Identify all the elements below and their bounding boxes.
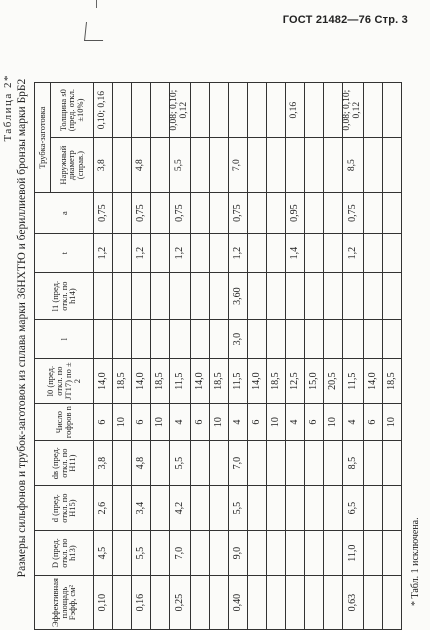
table-cell-dv <box>209 441 228 486</box>
rotated-content <box>0 30 430 630</box>
table-cell-d: 6,5 <box>342 486 363 531</box>
table-cell-F <box>323 576 342 630</box>
table-cell-l1 <box>247 273 266 320</box>
table-cell-D <box>209 531 228 576</box>
table-cell-dv <box>151 441 170 486</box>
table-cell-od <box>113 138 132 193</box>
scan-mark <box>96 0 97 8</box>
table-cell-l <box>170 320 191 359</box>
table-cell-F <box>363 576 382 630</box>
table-cell-D <box>266 531 285 576</box>
table-cell-F: 0,25 <box>170 576 191 630</box>
table-row <box>170 83 191 630</box>
table-cell-od: 8,5 <box>342 138 363 193</box>
table-row <box>363 83 382 630</box>
table-cell-s: 0,08; 0,10; 0,12 <box>342 83 363 138</box>
table-cell-n: 6 <box>304 404 323 441</box>
table-cell-n: 10 <box>382 404 401 441</box>
table-cell-n: 6 <box>190 404 209 441</box>
table-cell-d <box>247 486 266 531</box>
table-cell-D: 4,5 <box>94 531 113 576</box>
table-cell-t <box>382 234 401 273</box>
table-cell-F: 0,16 <box>132 576 151 630</box>
table-cell-od: 3,8 <box>94 138 113 193</box>
header-thickness: Толщина s0 (пред. откл. ±10%) <box>50 83 93 138</box>
table-cell-t <box>151 234 170 273</box>
header-effective-area: Эффективная площадь Fэфф, см² <box>35 576 94 630</box>
header-dv: dв (пред. откл. по H11) <box>35 441 94 486</box>
table-row <box>94 83 113 630</box>
table-cell-a <box>209 193 228 234</box>
table-row <box>323 83 342 630</box>
table-cell-dv <box>266 441 285 486</box>
table-cell-n: 4 <box>342 404 363 441</box>
table-cell-s <box>323 83 342 138</box>
table-cell-l <box>363 320 382 359</box>
table-cell-l0: 15,0 <box>304 359 323 404</box>
table-row <box>113 83 132 630</box>
table-cell-l <box>382 320 401 359</box>
table-cell-l1 <box>94 273 113 320</box>
table-cell-d <box>113 486 132 531</box>
table-cell-n: 6 <box>94 404 113 441</box>
table-cell-l <box>342 320 363 359</box>
table-cell-D: 7,0 <box>170 531 191 576</box>
table-cell-od <box>209 138 228 193</box>
data-table <box>34 82 402 630</box>
table-row <box>228 83 247 630</box>
table-cell-D <box>247 531 266 576</box>
table-cell-n: 10 <box>209 404 228 441</box>
table-cell-l0: 14,0 <box>94 359 113 404</box>
table-cell-l1 <box>266 273 285 320</box>
table-cell-D <box>363 531 382 576</box>
table-cell-s: 0,08; 0,10; 0,12 <box>170 83 191 138</box>
table-cell-a: 0,75 <box>94 193 113 234</box>
table-cell-a: 0,75 <box>132 193 151 234</box>
table-cell-od <box>304 138 323 193</box>
table-title: Размеры сильфонов и трубок-заготовок из сплава марки 36НХТЮ и бериллиевой бронзы марки БрБ2 <box>16 78 28 578</box>
table-cell-t: 1,2 <box>342 234 363 273</box>
table-cell-t: 1,2 <box>228 234 247 273</box>
table-cell-l0: 14,0 <box>247 359 266 404</box>
table-cell-s <box>228 83 247 138</box>
table-cell-s: 0,16 <box>285 83 304 138</box>
table-cell-s <box>247 83 266 138</box>
table-row <box>266 83 285 630</box>
table-cell-l1 <box>382 273 401 320</box>
table-cell-t <box>266 234 285 273</box>
table-cell-F <box>382 576 401 630</box>
table-cell-t <box>190 234 209 273</box>
table-cell-dv <box>363 441 382 486</box>
table-cell-l <box>304 320 323 359</box>
table-cell-F <box>190 576 209 630</box>
table-cell-n: 4 <box>228 404 247 441</box>
header-t: t <box>35 234 94 273</box>
table-cell-od <box>363 138 382 193</box>
table-cell-l <box>190 320 209 359</box>
table-cell-D <box>382 531 401 576</box>
table-cell-l1 <box>363 273 382 320</box>
table-cell-a <box>190 193 209 234</box>
table-cell-n: 10 <box>113 404 132 441</box>
header-l1: l1 (пред. откл. по h14) <box>35 273 94 320</box>
table-cell-l1 <box>342 273 363 320</box>
table-cell-l1 <box>170 273 191 320</box>
table-cell-a <box>304 193 323 234</box>
table-cell-od <box>285 138 304 193</box>
table-cell-n: 4 <box>285 404 304 441</box>
table-cell-l: 3,0 <box>228 320 247 359</box>
table-cell-d: 2,6 <box>94 486 113 531</box>
table-cell-dv: 5,5 <box>170 441 191 486</box>
table-cell-l1: 3,60 <box>228 273 247 320</box>
table-cell-l1 <box>190 273 209 320</box>
table-cell-l0: 18,5 <box>382 359 401 404</box>
table-cell-s <box>304 83 323 138</box>
table-cell-l0: 18,5 <box>266 359 285 404</box>
table-cell-dv: 4,8 <box>132 441 151 486</box>
table-cell-n: 6 <box>247 404 266 441</box>
table-cell-t: 1,4 <box>285 234 304 273</box>
table-cell-a <box>382 193 401 234</box>
table-cell-d <box>363 486 382 531</box>
table-cell-dv <box>247 441 266 486</box>
table-cell-F: 0,63 <box>342 576 363 630</box>
header-l0: l0 (пред. откл. по JT17) по ± 2 <box>35 359 94 404</box>
table-cell-d <box>266 486 285 531</box>
table-cell-l0: 11,5 <box>170 359 191 404</box>
table-cell-l0: 14,0 <box>132 359 151 404</box>
table-cell-s <box>151 83 170 138</box>
table-cell-l0: 11,5 <box>342 359 363 404</box>
table-cell-s: 0,10; 0,16 <box>94 83 113 138</box>
table-cell-a: 0,75 <box>170 193 191 234</box>
table-cell-t: 1,2 <box>94 234 113 273</box>
table-container <box>34 30 402 630</box>
table-cell-a: 0,95 <box>285 193 304 234</box>
table-cell-l1 <box>285 273 304 320</box>
table-cell-l <box>209 320 228 359</box>
table-cell-s <box>113 83 132 138</box>
table-row <box>285 83 304 630</box>
table-row <box>209 83 228 630</box>
table-cell-D: 11,0 <box>342 531 363 576</box>
header-D: D (пред. откл. по h13) <box>35 531 94 576</box>
page-header: ГОСТ 21482—76 Стр. 3 <box>282 14 408 26</box>
table-cell-dv <box>323 441 342 486</box>
table-cell-d <box>323 486 342 531</box>
table-cell-dv: 8,5 <box>342 441 363 486</box>
table-cell-d <box>304 486 323 531</box>
table-cell-l <box>323 320 342 359</box>
table-cell-t <box>209 234 228 273</box>
table-cell-d: 5,5 <box>228 486 247 531</box>
table-cell-s <box>190 83 209 138</box>
table-cell-l0: 12,5 <box>285 359 304 404</box>
table-cell-l0: 18,5 <box>113 359 132 404</box>
table-cell-od: 4,8 <box>132 138 151 193</box>
table-cell-l0: 18,5 <box>209 359 228 404</box>
table-cell-d <box>151 486 170 531</box>
table-cell-F <box>304 576 323 630</box>
table-cell-D <box>304 531 323 576</box>
table-cell-dv: 7,0 <box>228 441 247 486</box>
table-cell-n: 10 <box>266 404 285 441</box>
table-cell-t: 1,2 <box>132 234 151 273</box>
table-cell-d: 4,2 <box>170 486 191 531</box>
table-cell-F <box>285 576 304 630</box>
table-cell-od <box>323 138 342 193</box>
header-group: Трубка-заготовка <box>35 83 51 193</box>
table-cell-F: 0,40 <box>228 576 247 630</box>
table-row <box>304 83 323 630</box>
table-cell-l1 <box>113 273 132 320</box>
table-cell-F <box>113 576 132 630</box>
table-cell-F <box>151 576 170 630</box>
header-l: l <box>35 320 94 359</box>
table-cell-s <box>363 83 382 138</box>
table-cell-t <box>323 234 342 273</box>
table-cell-n: 10 <box>323 404 342 441</box>
table-cell-l <box>132 320 151 359</box>
table-cell-t <box>247 234 266 273</box>
header-a: a <box>35 193 94 234</box>
table-cell-t <box>304 234 323 273</box>
table-cell-l0: 14,0 <box>363 359 382 404</box>
table-cell-a <box>266 193 285 234</box>
table-cell-l0: 14,0 <box>190 359 209 404</box>
table-cell-s <box>266 83 285 138</box>
table-cell-dv <box>382 441 401 486</box>
table-cell-a <box>247 193 266 234</box>
table-cell-t: 1,2 <box>170 234 191 273</box>
table-cell-d <box>382 486 401 531</box>
table-cell-D <box>113 531 132 576</box>
table-cell-n: 6 <box>132 404 151 441</box>
table-cell-dv <box>304 441 323 486</box>
table-cell-dv <box>285 441 304 486</box>
table-cell-od <box>382 138 401 193</box>
table-cell-od: 7,0 <box>228 138 247 193</box>
table-cell-a <box>151 193 170 234</box>
table-cell-D: 9,0 <box>228 531 247 576</box>
table-cell-dv: 3,8 <box>94 441 113 486</box>
table-cell-l1 <box>151 273 170 320</box>
table-row <box>247 83 266 630</box>
table-cell-l <box>151 320 170 359</box>
table-cell-s <box>382 83 401 138</box>
table-cell-l1 <box>132 273 151 320</box>
table-cell-l0: 11,5 <box>228 359 247 404</box>
table-cell-s <box>209 83 228 138</box>
table-cell-l1 <box>209 273 228 320</box>
footnote: * Табл. 1 исключена. <box>410 517 421 606</box>
table-cell-d <box>209 486 228 531</box>
table-cell-t <box>113 234 132 273</box>
table-cell-a <box>323 193 342 234</box>
table-cell-od <box>190 138 209 193</box>
header-d: d (пред. откл. по H15) <box>35 486 94 531</box>
table-cell-d <box>285 486 304 531</box>
table-cell-dv <box>113 441 132 486</box>
table-cell-t <box>363 234 382 273</box>
table-cell-F <box>247 576 266 630</box>
table-label: Таблица 2* <box>2 74 14 142</box>
table-cell-l0: 20,5 <box>323 359 342 404</box>
header-outer-diameter: Наружный диаметр (справ.) <box>50 138 93 193</box>
header-n: Число гофров n <box>35 404 94 441</box>
table-cell-D <box>151 531 170 576</box>
table-cell-dv <box>190 441 209 486</box>
table-cell-od: 5,5 <box>170 138 191 193</box>
table-cell-s <box>132 83 151 138</box>
table-cell-d: 3,4 <box>132 486 151 531</box>
table-cell-a: 0,75 <box>228 193 247 234</box>
table-cell-l <box>285 320 304 359</box>
table-cell-F <box>266 576 285 630</box>
table-cell-l1 <box>304 273 323 320</box>
table-cell-n: 4 <box>170 404 191 441</box>
table-cell-n: 6 <box>363 404 382 441</box>
table-cell-a <box>113 193 132 234</box>
table-body <box>94 83 402 630</box>
table-cell-F: 0,10 <box>94 576 113 630</box>
table-cell-l1 <box>323 273 342 320</box>
table-cell-D <box>190 531 209 576</box>
table-row <box>132 83 151 630</box>
table-cell-D <box>323 531 342 576</box>
table-row <box>190 83 209 630</box>
table-row <box>382 83 401 630</box>
table-row <box>151 83 170 630</box>
table-cell-od <box>151 138 170 193</box>
table-cell-a <box>363 193 382 234</box>
table-cell-d <box>190 486 209 531</box>
table-cell-F <box>209 576 228 630</box>
table-cell-od <box>266 138 285 193</box>
table-cell-l0: 18,5 <box>151 359 170 404</box>
table-cell-l <box>113 320 132 359</box>
table-cell-a: 0,75 <box>342 193 363 234</box>
table-row <box>342 83 363 630</box>
table-cell-l <box>266 320 285 359</box>
table-cell-D: 5,5 <box>132 531 151 576</box>
table-cell-l <box>94 320 113 359</box>
table-cell-D <box>285 531 304 576</box>
table-cell-od <box>247 138 266 193</box>
table-cell-n: 10 <box>151 404 170 441</box>
table-cell-l <box>247 320 266 359</box>
